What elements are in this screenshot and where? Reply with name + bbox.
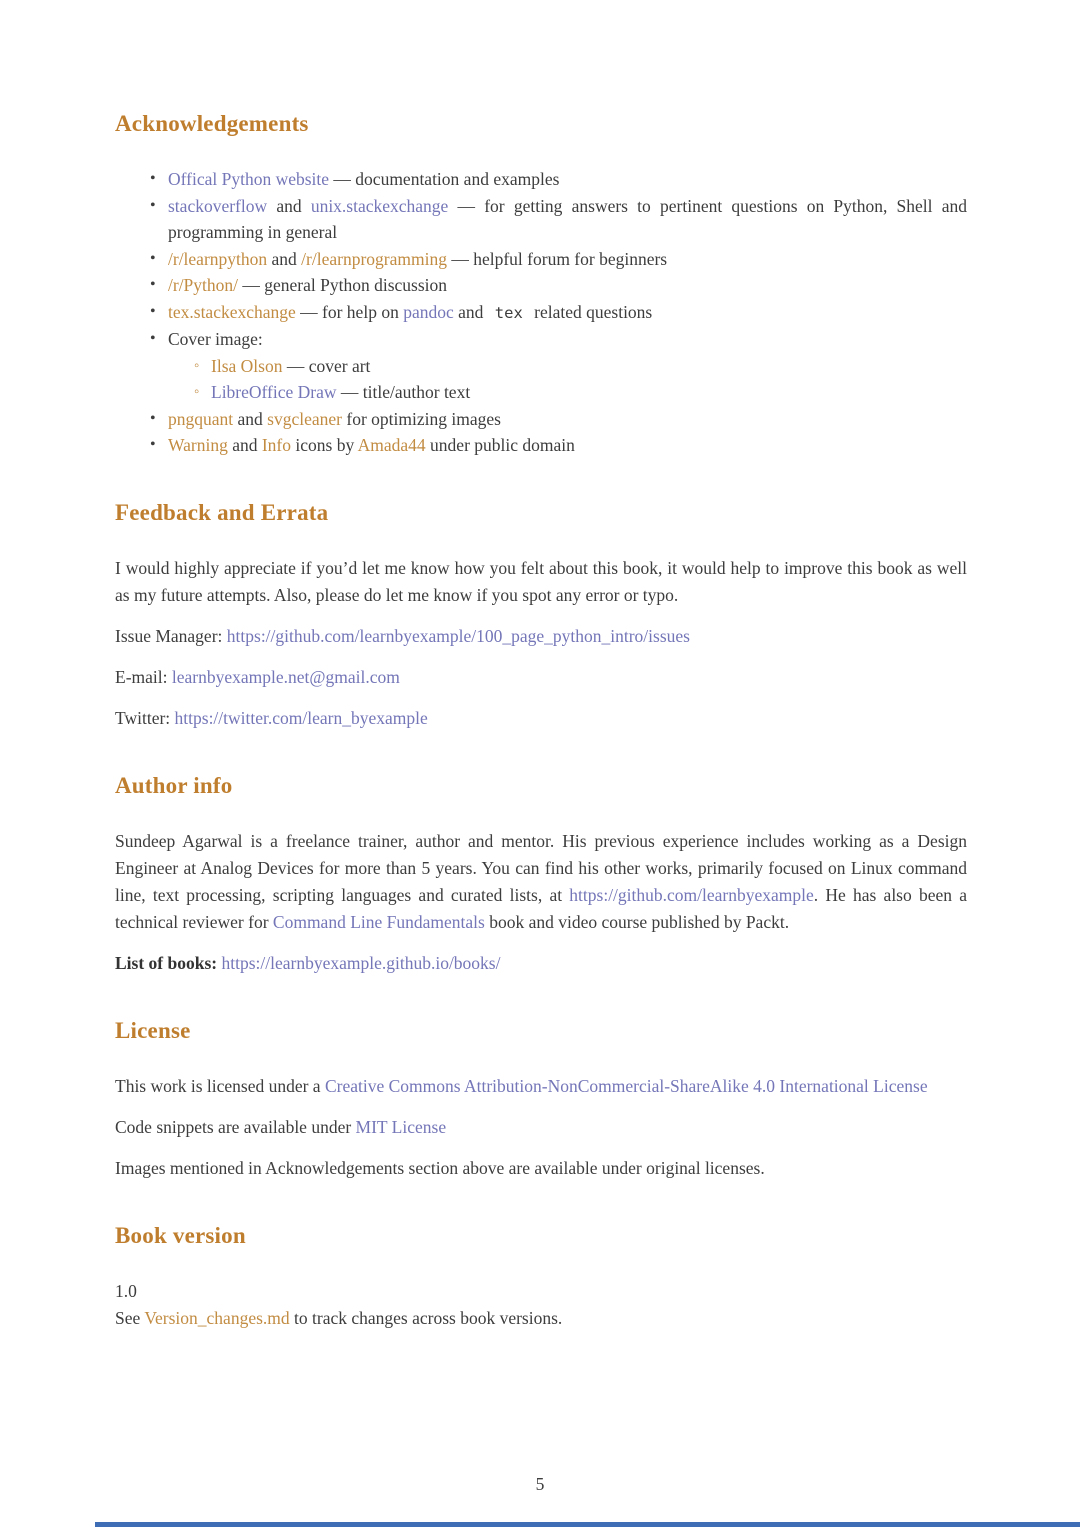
list-item <box>115 379 967 406</box>
link[interactable]: pandoc <box>403 301 454 322</box>
twitter-line <box>115 705 967 732</box>
list-item-text <box>168 329 263 349</box>
list-item-text <box>168 302 652 322</box>
list-item <box>115 299 967 327</box>
bullet-marker: • <box>150 409 156 427</box>
list-item <box>115 193 967 246</box>
text-run: — documentation and examples <box>329 169 560 190</box>
acknowledgements-list <box>115 166 967 459</box>
list-item <box>115 166 967 193</box>
text-run: and <box>227 435 262 456</box>
link[interactable]: Amada44 <box>357 435 426 456</box>
feedback-intro-paragraph: I would highly appreciate if you’d let me know how you felt about this book, it would help to improve this book as well as my future attempts. Also, please do let me know if you spot any error or typo. <box>115 557 967 605</box>
text-run: and <box>267 248 302 269</box>
issue-manager-line <box>115 623 967 650</box>
link[interactable]: pngquant <box>168 408 234 429</box>
link[interactable]: /r/learnprogramming <box>301 248 447 269</box>
list-item <box>115 326 967 353</box>
link[interactable]: Offical Python website <box>168 169 330 190</box>
text-run: icons by <box>291 435 358 456</box>
license-mit-line <box>115 1114 967 1141</box>
text-run: Issue Manager: <box>115 625 227 646</box>
text-run: to track changes across book versions. <box>289 1308 563 1329</box>
bullet-marker: • <box>150 276 156 294</box>
license-cc-line <box>115 1073 967 1100</box>
text-run: — general Python discussion <box>238 275 448 296</box>
text-run: Code snippets are available under <box>115 1117 356 1138</box>
section-heading-acknowledgements: Acknowledgements <box>115 111 309 136</box>
text-run: . He has also been a technical reviewer for <box>115 884 967 932</box>
text-run: E-mail: <box>115 666 172 687</box>
text-run: This work is licensed under a <box>115 1076 325 1097</box>
list-item <box>115 272 967 299</box>
link[interactable]: Ilsa Olson <box>211 355 283 376</box>
link[interactable]: Creative Commons Attribution-NonCommercial-ShareAlike 4.0 International License <box>324 1076 928 1097</box>
book-version-block <box>115 1278 967 1332</box>
list-item-text <box>211 356 370 376</box>
text-run: Twitter: <box>115 707 175 728</box>
bullet-marker: ◦ <box>194 357 200 374</box>
link[interactable]: unix.stackexchange <box>310 195 449 216</box>
link[interactable]: /r/Python/ <box>168 275 239 296</box>
list-item-text <box>168 249 667 269</box>
text-run: and <box>453 301 488 322</box>
text-run: book and video course published by Packt. <box>484 911 790 932</box>
list-item <box>115 246 967 273</box>
list-item-text <box>168 275 447 295</box>
version-number: 1.0 <box>115 1281 137 1302</box>
page-number: 5 <box>535 1474 545 1494</box>
list-item <box>115 353 967 380</box>
text-run: Images mentioned in Acknowledgements section above are available under original licenses. <box>115 1158 765 1179</box>
bullet-marker: ◦ <box>194 384 200 401</box>
bold-label: List of books: <box>115 952 218 973</box>
link[interactable]: learnbyexample.net@gmail.com <box>171 666 400 687</box>
email-line <box>115 664 967 691</box>
bullet-marker: • <box>150 170 156 188</box>
link[interactable]: https://github.com/learnbyexample/100_page_python_intro/issues <box>226 625 690 646</box>
list-item <box>115 432 967 459</box>
list-item-text <box>168 169 559 189</box>
bullet-marker: • <box>150 302 156 320</box>
link[interactable]: MIT License <box>355 1117 447 1138</box>
text-run: related questions <box>529 301 653 322</box>
text-run: Cover image: <box>168 329 263 350</box>
link[interactable]: LibreOffice Draw <box>211 382 337 403</box>
bullet-marker: • <box>150 330 156 348</box>
list-item-text <box>168 435 575 455</box>
section-heading-author-info: Author info <box>115 772 233 798</box>
text-run: — for getting answers to pertinent questions on Python, Shell and programming in general <box>168 195 967 243</box>
text-run: and <box>267 195 311 216</box>
link[interactable]: tex.stackexchange <box>168 301 296 322</box>
inline-code: tex <box>494 303 523 322</box>
version-changes-line <box>115 1305 967 1332</box>
list-item <box>115 406 967 433</box>
list-item-text <box>168 409 501 429</box>
list-of-books-line <box>115 950 967 977</box>
section-heading-feedback-errata: Feedback and Errata <box>115 499 329 525</box>
link[interactable]: https://github.com/learnbyexample <box>569 884 814 905</box>
link[interactable]: Version_changes.md <box>144 1308 290 1329</box>
text-run: for optimizing images <box>342 408 501 429</box>
list-item-text <box>211 382 470 402</box>
text-run: — for help on <box>295 301 404 322</box>
link[interactable]: https://learnbyexample.github.io/books/ <box>221 952 501 973</box>
license-images-line <box>115 1155 967 1182</box>
section-heading-license: License <box>115 1017 191 1043</box>
bullet-marker: • <box>150 249 156 267</box>
text-run: See <box>115 1308 145 1329</box>
link[interactable]: Warning <box>168 435 228 456</box>
text-run: — title/author text <box>336 382 471 403</box>
footer-bar <box>95 1522 1080 1527</box>
link[interactable]: Command Line Fundamentals <box>272 911 485 932</box>
text-run: Sundeep Agarwal is a freelance trainer, author and mentor. His previous experience includes working as a Design Engineer at Analog Devices for more than 5 years. You can find his other works, primarily focused on Linux command line, text processing, scripting languages and curated lists, at <box>115 830 967 905</box>
section-heading-book-version: Book version <box>115 1223 246 1249</box>
link[interactable]: https://twitter.com/learn_byexample <box>174 707 428 728</box>
text-run: and <box>233 408 268 429</box>
text-run: — helpful forum for beginners <box>446 248 668 269</box>
author-bio-paragraph <box>115 828 967 936</box>
link[interactable]: /r/learnpython <box>168 248 268 269</box>
link[interactable]: Info <box>261 435 292 456</box>
bullet-marker: • <box>150 436 156 454</box>
link[interactable]: svgcleaner <box>267 408 342 429</box>
text-run: under public domain <box>425 435 575 456</box>
link[interactable]: stackoverflow <box>168 195 268 216</box>
list-item-text <box>168 196 967 243</box>
text-run: — cover art <box>282 355 371 376</box>
bullet-marker: • <box>150 196 156 214</box>
